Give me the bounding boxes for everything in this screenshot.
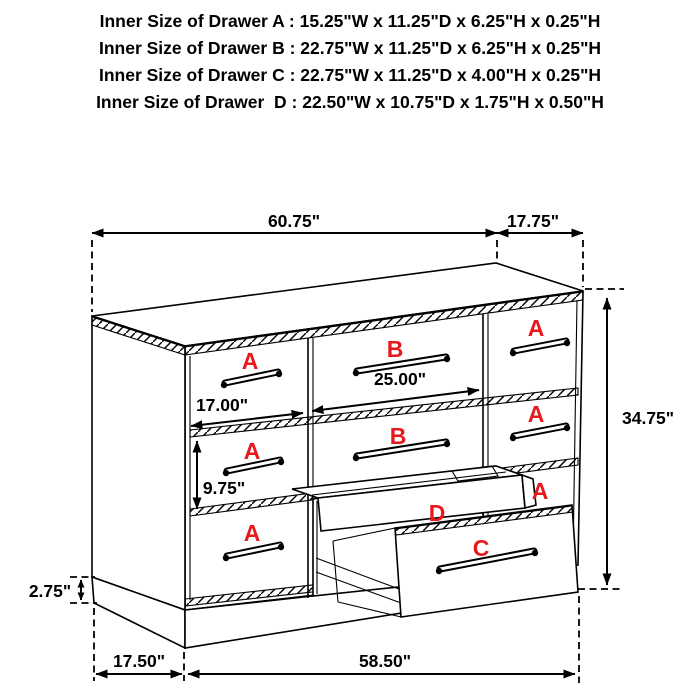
dim-label-base-width: 58.50"	[358, 651, 412, 671]
drawer-letter-middle-second: B	[389, 423, 407, 449]
drawer-letter-middle-top: B	[386, 336, 404, 362]
dimension-overall-height	[578, 289, 674, 589]
drawer-letter-left-top: A	[241, 348, 259, 374]
dim-label-base-height: 2.75"	[28, 581, 72, 601]
inner-size-spec-block	[0, 8, 700, 116]
spec-line-drawer-a: Inner Size of Drawer A : 15.25"W x 11.25"D x 6.25"H x 0.25"H	[99, 11, 601, 31]
drawer-letter-right-bottom: A	[531, 478, 549, 504]
drawer-letter-bottom-c: C	[472, 535, 490, 561]
drawer-letter-right-top: A	[527, 315, 545, 341]
drawer-letter-left-middle: A	[243, 438, 261, 464]
drawer-letter-right-middle: A	[527, 401, 545, 427]
cabinet-left-side-panel	[92, 316, 185, 610]
dim-label-middle-drawer-width: 25.00"	[373, 369, 427, 389]
dimension-base-height	[29, 577, 97, 603]
drawer-letter-tray-d: D	[428, 500, 446, 526]
dim-label-overall-height: 34.75"	[622, 408, 675, 428]
dim-label-top-width: 60.75"	[267, 211, 321, 231]
spec-line-drawer-d: Inner Size of Drawer D : 22.50"W x 10.75"D x 1.75"H x 0.50"H	[96, 92, 604, 112]
spec-line-drawer-b: Inner Size of Drawer B : 22.75"W x 11.25"D x 6.25"H x 0.25"H	[98, 38, 602, 58]
dim-label-left-drawer-height: 9.75"	[202, 478, 246, 498]
dim-label-left-drawer-width: 17.00"	[195, 395, 249, 415]
dim-label-base-depth: 17.50"	[112, 651, 166, 671]
drawer-letter-left-bottom: A	[243, 520, 261, 546]
spec-line-drawer-c: Inner Size of Drawer C : 22.75"W x 11.25"D x 4.00"H x 0.25"H	[98, 65, 602, 85]
dim-label-top-depth: 17.75"	[506, 211, 560, 231]
